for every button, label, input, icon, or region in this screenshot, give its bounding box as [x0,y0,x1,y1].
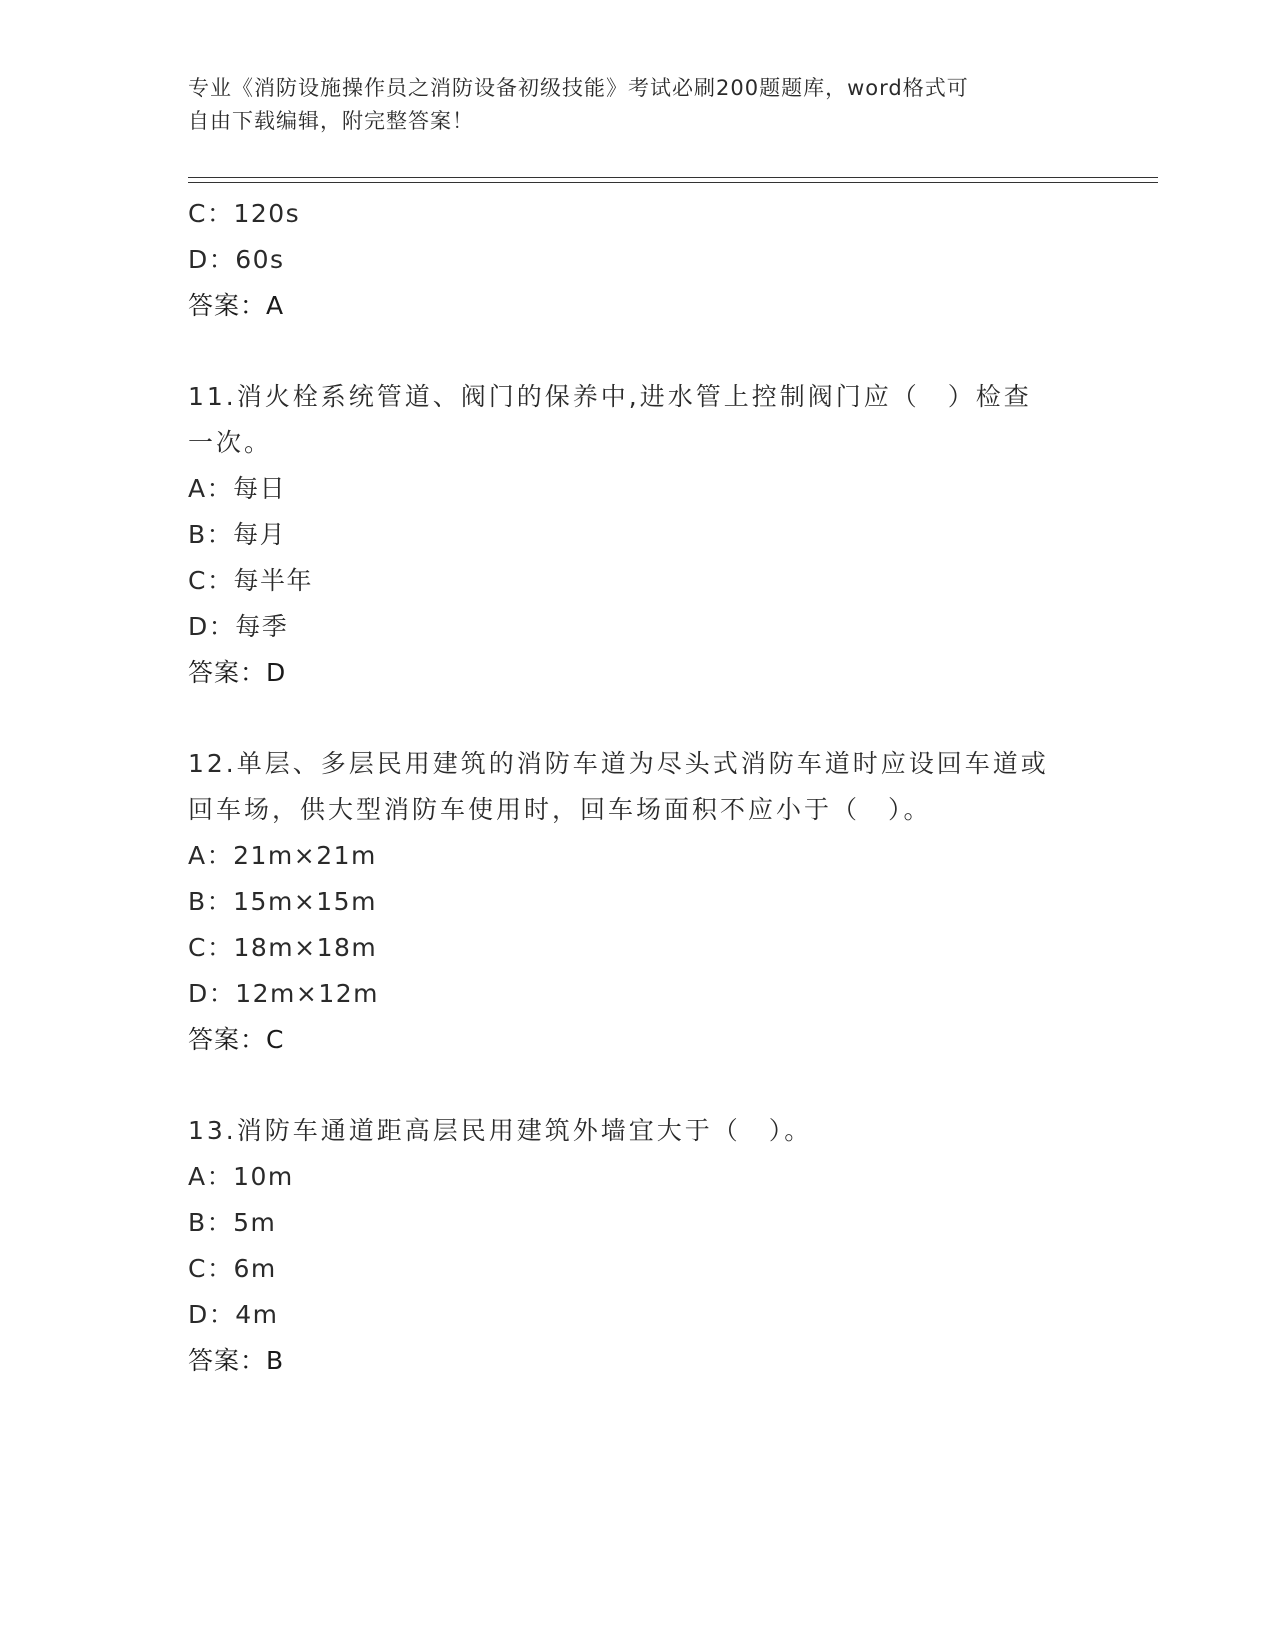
option-d: D：每季 [188,612,289,641]
option-b: B：15m×15m [188,887,377,916]
question-text-line-1: 11.消火栓系统管道、阀门的保养中,进水管上控制阀门应（ ）检查 [188,382,1032,411]
header-line-2: 自由下载编辑，附完整答案！ [188,109,474,133]
header-line-1: 专业《消防设施操作员之消防设备初级技能》考试必刷200题题库，word格式可 [188,76,969,100]
answer-line: 答案：C [188,1025,285,1054]
answer-line: 答案：B [188,1346,285,1375]
question-12 [188,741,1088,1063]
option-d: D：12m×12m [188,979,380,1008]
answer-line: 答案：A [188,291,285,320]
question-11 [188,374,1088,696]
option-c: C：每半年 [188,566,313,595]
question-text-line-1: 13.消防车通道距高层民用建筑外墙宜大于（ ）。 [188,1116,813,1145]
option-d: D：60s [188,245,285,274]
header-divider-top [188,177,1158,178]
option-c: C：6m [188,1254,277,1283]
option-b: B：每月 [188,520,287,549]
option-c: C：18m×18m [188,933,378,962]
question-13 [188,1108,1088,1384]
option-a: A：10m [188,1162,294,1191]
option-b: B：5m [188,1208,277,1237]
header-divider-bottom [188,182,1158,183]
answer-line: 答案：D [188,658,287,687]
option-c: C：120s [188,199,301,228]
question-text-line-1: 12.单层、多层民用建筑的消防车道为尽头式消防车道时应设回车道或 [188,749,1049,778]
previous-question-tail [188,191,1088,329]
question-list [188,191,1088,1384]
option-d: D：4m [188,1300,279,1329]
option-a: A：21m×21m [188,841,377,870]
option-a: A：每日 [188,474,287,503]
question-text-line-2: 回车场，供大型消防车使用时，回车场面积不应小于（ ）。 [188,795,932,824]
question-text-line-2: 一次。 [188,428,273,457]
document-header [188,72,1068,138]
